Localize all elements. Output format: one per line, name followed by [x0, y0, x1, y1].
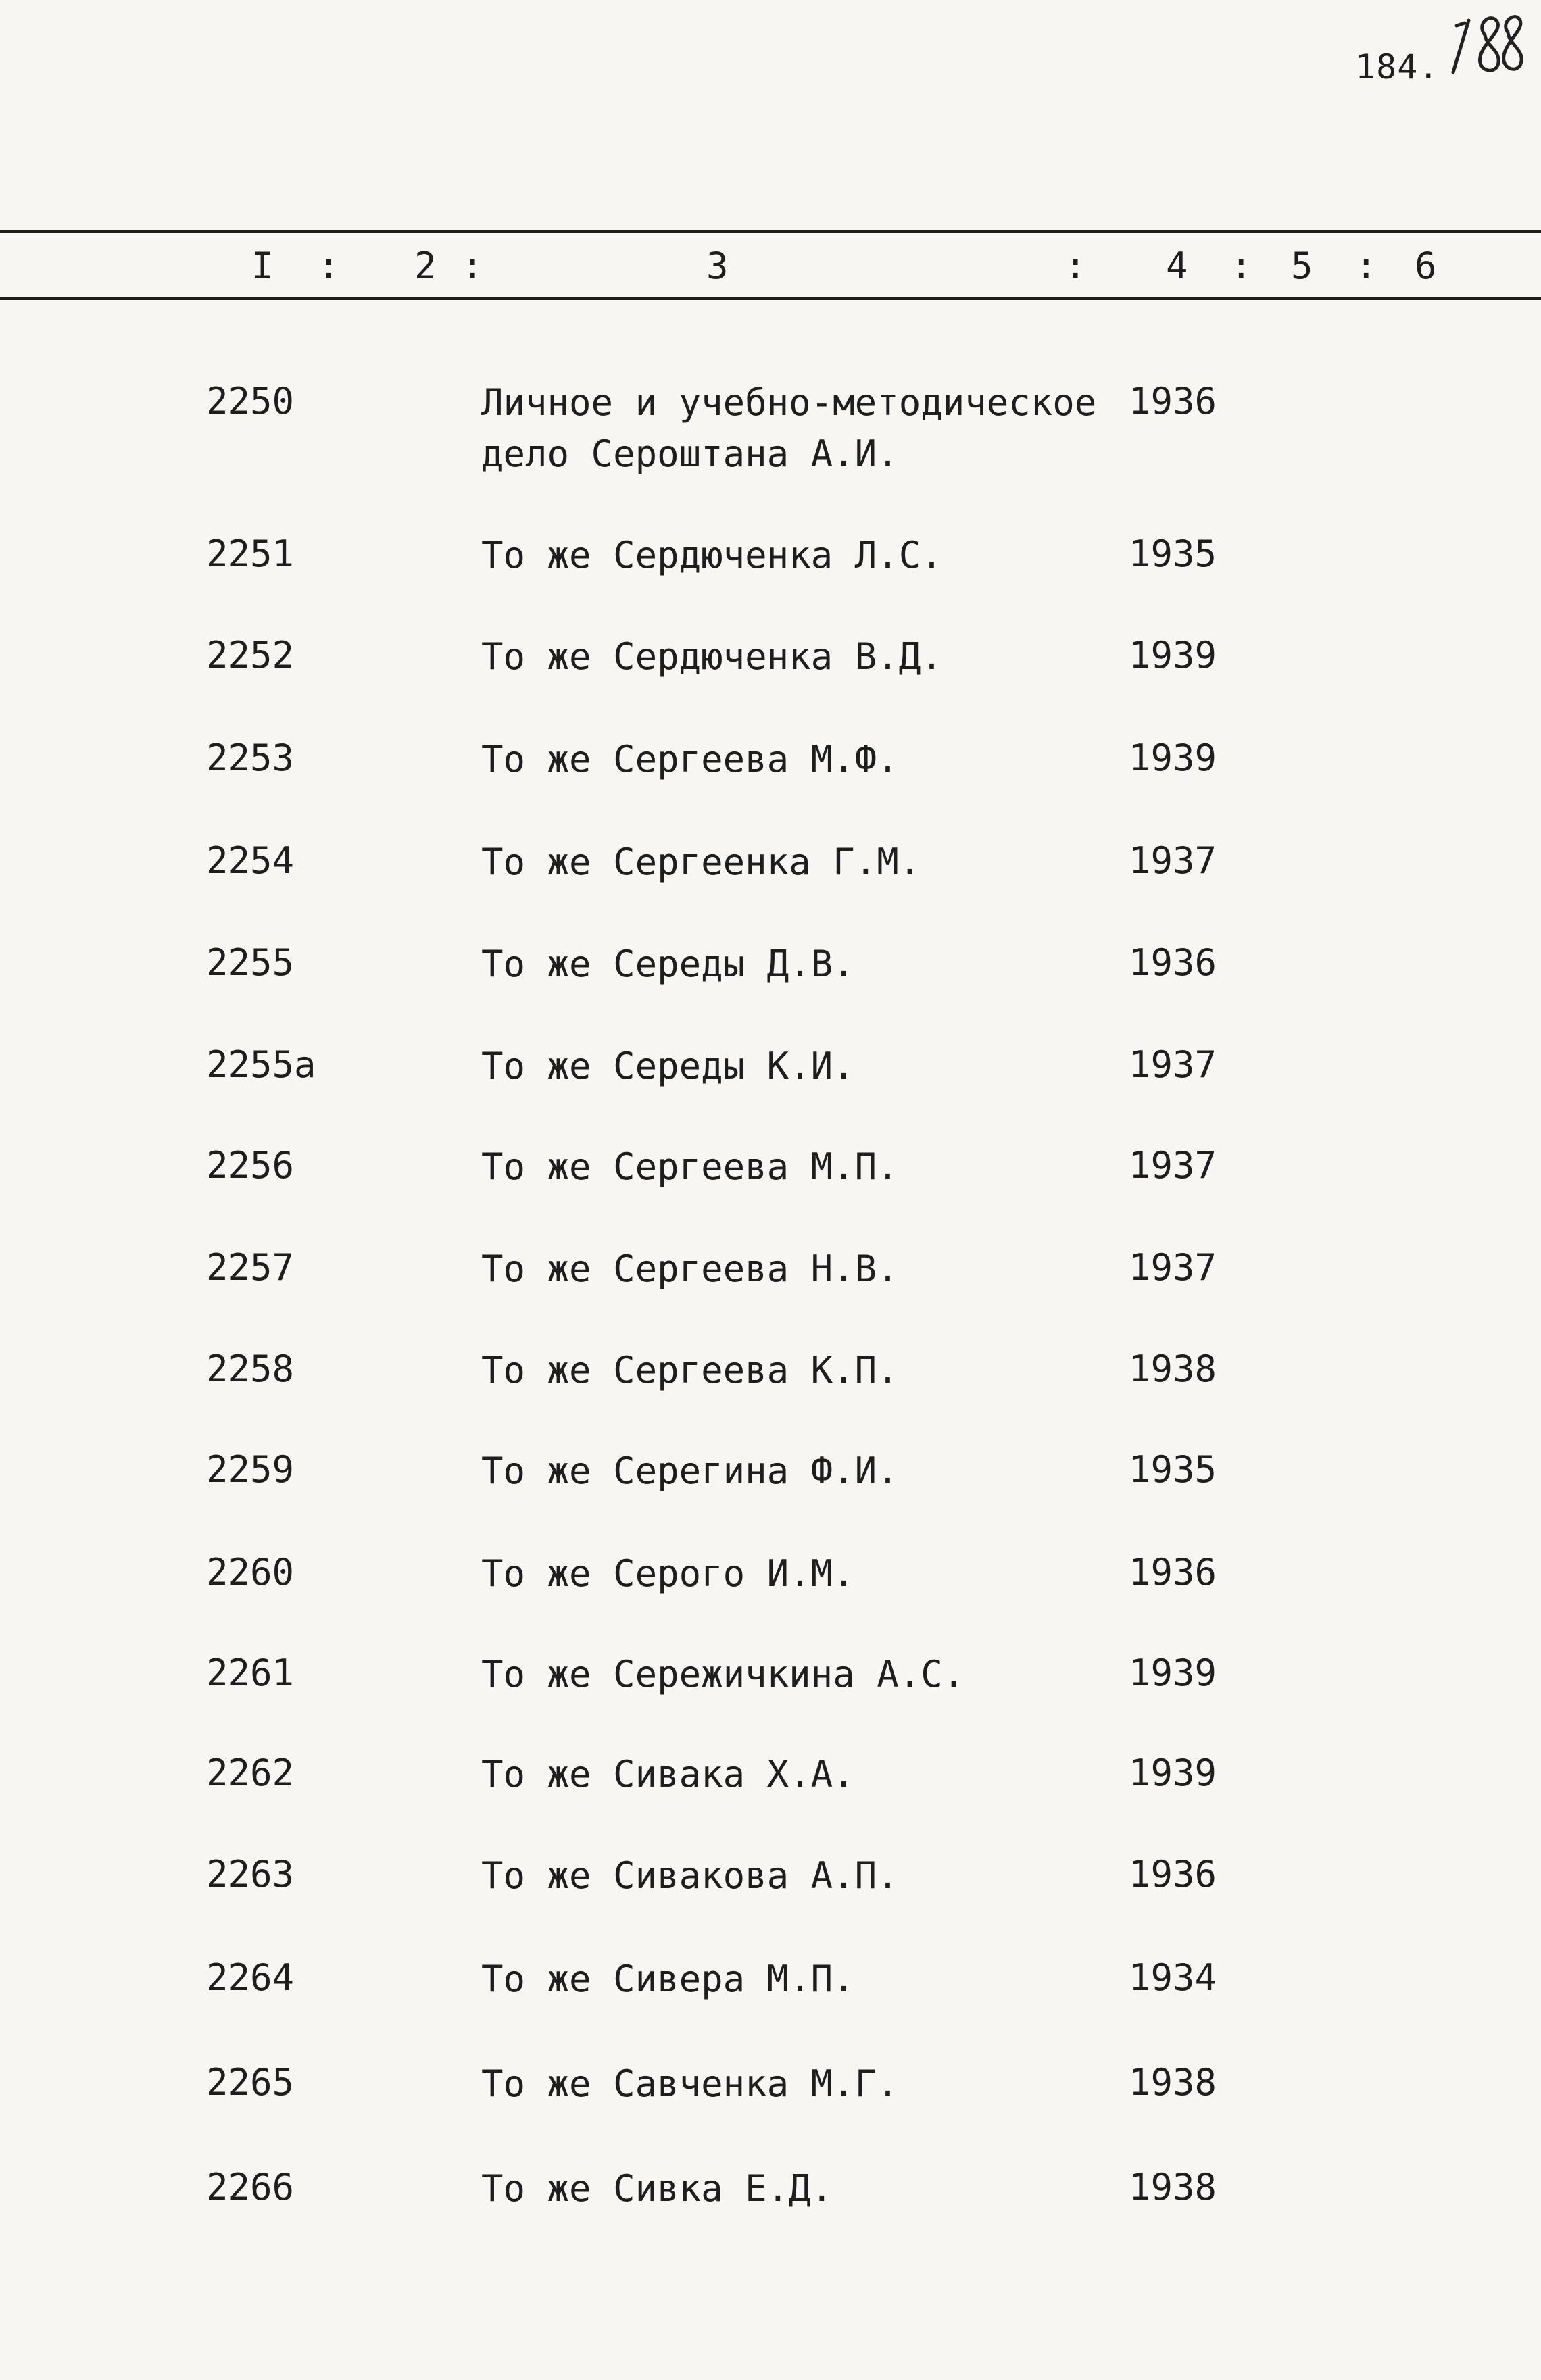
table-row	[0, 1551, 1541, 1652]
header-rule-bottom	[0, 297, 1541, 300]
case-year: 1938	[1129, 1347, 1217, 1390]
table-row	[0, 2166, 1541, 2267]
table-row	[0, 1752, 1541, 1853]
case-number: 2253	[206, 737, 295, 779]
case-year: 1936	[1129, 1551, 1217, 1593]
case-year: 1935	[1129, 1448, 1217, 1491]
col-header-4: 4	[1166, 245, 1188, 287]
case-title: То же Сергеева Н.В.	[481, 1247, 899, 1290]
table-row	[0, 941, 1541, 1043]
case-year: 1936	[1129, 380, 1217, 422]
case-year: 1939	[1129, 634, 1217, 676]
case-title: То же Сивера М.П.	[481, 1958, 855, 2000]
header-rule-top	[0, 230, 1541, 233]
col-header-2: 2	[414, 245, 437, 287]
printed-page-number: 184.	[1355, 47, 1440, 86]
table-row	[0, 1956, 1541, 2058]
table-row	[0, 839, 1541, 941]
case-title: То же Сергеева М.Ф.	[481, 738, 899, 780]
case-number: 2262	[206, 1752, 295, 1794]
case-title: Личное и учебно-методическое дело Сероштана А.И.	[481, 381, 1097, 475]
case-year: 1937	[1129, 839, 1217, 882]
table-row	[0, 380, 1541, 481]
case-title: То же Серого И.М.	[481, 1552, 855, 1595]
col-header-sep: :	[1065, 245, 1087, 287]
case-year: 1939	[1129, 1752, 1217, 1794]
table-row	[0, 1448, 1541, 1550]
col-header-6: 6	[1415, 245, 1437, 287]
case-year: 1937	[1129, 1246, 1217, 1289]
case-year: 1937	[1129, 1043, 1217, 1086]
case-title: То же Сивка Е.Д.	[481, 2167, 833, 2210]
handwritten-page-number	[1443, 8, 1524, 96]
col-header-3: 3	[706, 245, 729, 287]
case-number: 2257	[206, 1246, 295, 1289]
case-year: 1938	[1129, 2166, 1217, 2208]
case-number: 2255а	[206, 1043, 316, 1086]
case-number: 2259	[206, 1448, 295, 1491]
case-title: То же Сердюченка В.Д.	[481, 635, 943, 678]
table-row	[0, 1043, 1541, 1145]
table-row	[0, 532, 1541, 634]
col-header-5: 5	[1291, 245, 1313, 287]
case-year: 1937	[1129, 1144, 1217, 1187]
case-title: То же Сивакова А.П.	[481, 1854, 899, 1897]
case-number: 2258	[206, 1347, 295, 1390]
table-row	[0, 1347, 1541, 1449]
table-row	[0, 737, 1541, 838]
col-header-1: I	[251, 245, 274, 287]
case-title: То же Сергеева М.П.	[481, 1145, 899, 1188]
case-year: 1939	[1129, 1652, 1217, 1694]
case-year: 1939	[1129, 737, 1217, 779]
case-year: 1935	[1129, 532, 1217, 575]
case-number: 2260	[206, 1551, 295, 1593]
case-title: То же Сергеева К.П.	[481, 1349, 899, 1391]
case-number: 2252	[206, 634, 295, 676]
case-number: 2266	[206, 2166, 295, 2208]
case-number: 2251	[206, 532, 295, 575]
case-number: 2255	[206, 941, 295, 984]
table-row	[0, 1246, 1541, 1347]
case-title: То же Сердюченка Л.С.	[481, 534, 943, 576]
col-header-sep: :	[1230, 245, 1252, 287]
case-title: То же Сивака Х.А.	[481, 1753, 855, 1795]
case-title: То же Серегина Ф.И.	[481, 1449, 899, 1492]
case-year: 1936	[1129, 941, 1217, 984]
case-number: 2254	[206, 839, 295, 882]
case-title: То же Середы К.И.	[481, 1045, 855, 1087]
case-title: То же Сергеенка Г.М.	[481, 841, 921, 883]
case-number: 2263	[206, 1853, 295, 1895]
col-header-sep: :	[318, 245, 340, 287]
table-row	[0, 1652, 1541, 1753]
case-number: 2261	[206, 1652, 295, 1694]
col-header-sep: :	[1355, 245, 1377, 287]
case-title: То же Сережичкина А.С.	[481, 1653, 965, 1695]
case-number: 2256	[206, 1144, 295, 1187]
case-year: 1936	[1129, 1853, 1217, 1895]
col-header-sep: :	[462, 245, 484, 287]
table-row	[0, 2061, 1541, 2162]
case-number: 2250	[206, 380, 295, 422]
case-title: То же Середы Д.В.	[481, 943, 855, 985]
table-row	[0, 1144, 1541, 1245]
case-year: 1934	[1129, 1956, 1217, 1999]
case-number: 2265	[206, 2061, 295, 2104]
case-year: 1938	[1129, 2061, 1217, 2104]
table-row	[0, 634, 1541, 735]
case-title: То же Савченка М.Г.	[481, 2062, 899, 2105]
case-number: 2264	[206, 1956, 295, 1999]
table-row	[0, 1853, 1541, 1954]
